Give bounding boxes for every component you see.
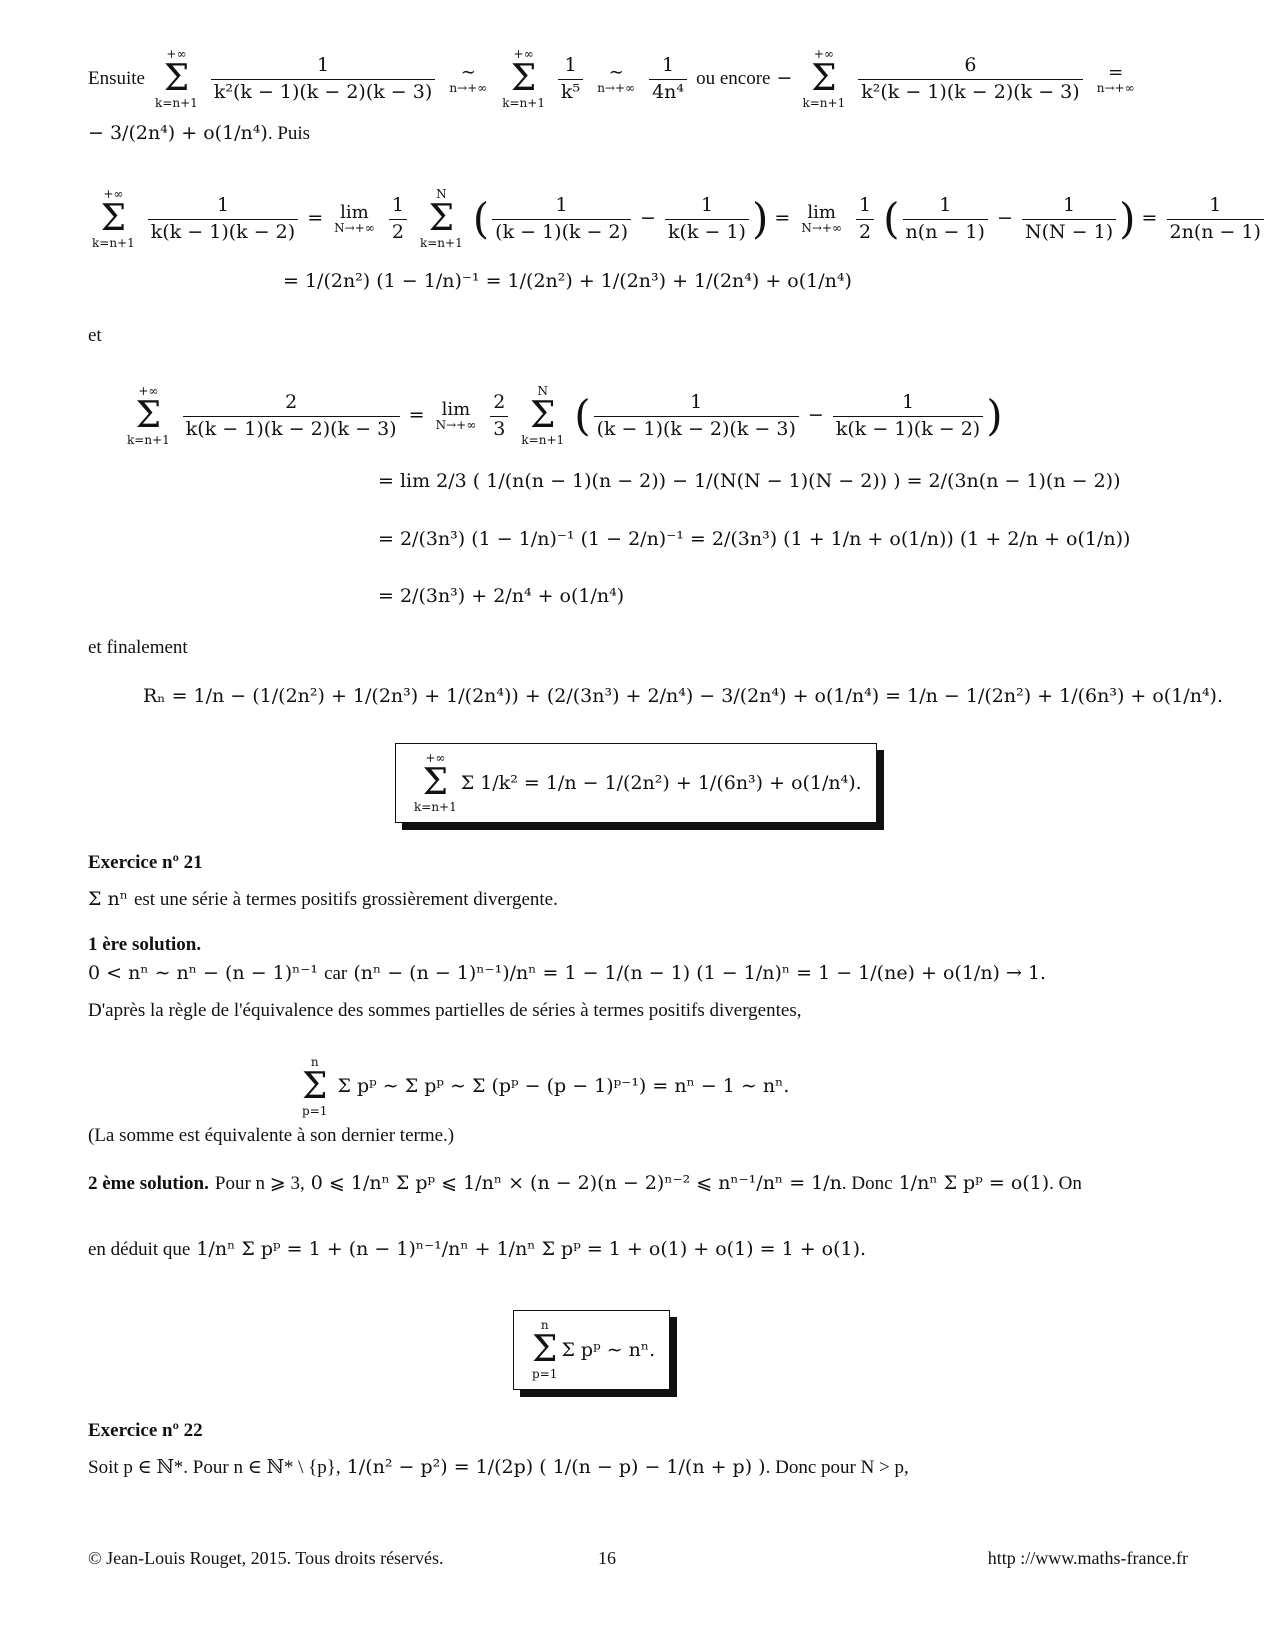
- fraction: $\frac{1}{\text{k²(k − 1)(k − 2)(k − 3)}}$: [211, 55, 435, 104]
- sum-symbol: +∞ Σ k=n+1: [502, 47, 545, 111]
- sum-symbol: N Σ k=n+1: [419, 187, 463, 251]
- equation-sum-four-factors: +∞ Σ k=n+1 $\frac{2}{k(k - 1)(k - 2)(k - 3)}$ = lim N→+∞ $\frac{2}{3}$ N Σ k=n+1 ( $\frac{1}{(k - 1)(k - 2)(k - 3)}$ − $\frac{1}{k(k - 1)(k - 2)}$ ): [127, 384, 1003, 448]
- sum-symbol: N Σ k=n+1: [521, 384, 565, 448]
- equation-sum-four-factors-line4: = 2/(3n³) + 2/n⁴ + o(1/n⁴): [378, 585, 625, 607]
- solution-1-title: 1 ère solution.: [88, 934, 202, 955]
- word-ensuite: Ensuite: [88, 68, 145, 90]
- word-ou-encore: ou encore: [696, 68, 771, 90]
- equivalent-symbol: ∼ n→+∞: [597, 61, 636, 95]
- solution-2-line1: 2 ème solution. Pour n ⩾ 3, 0 ⩽ 1/nⁿ Σ pᵖ ⩽ 1/nⁿ × (n − 2)(n − 2)ⁿ⁻² ⩽ nⁿ⁻¹/nⁿ = 1/n. Donc 1/nⁿ Σ pᵖ = o(1). On: [88, 1172, 1082, 1194]
- equation-ensuite-tail: − 3/(2n⁴) + o(1/n⁴). Puis: [88, 122, 311, 144]
- solution-1-text: D'après la règle de l'équivalence des sommes partielles de séries à termes positifs divergentes,: [88, 1000, 802, 1021]
- sum-symbol: n Σ p=1: [532, 1318, 558, 1382]
- equation-rn: Rₙ = 1/n − (1/(2n²) + 1/(2n³) + 1/(2n⁴)) + (2/(3n³) + 2/n⁴) − 3/(2n⁴) + o(1/n⁴) = 1/n − 1/(2n²) + 1/(6n³) + o(1/n⁴).: [143, 685, 1224, 707]
- sum-symbol: +∞ Σ k=n+1: [802, 47, 846, 111]
- equals-symbol: = n→+∞: [1096, 61, 1135, 95]
- equation-sum-four-factors-line2: = lim 2/3 ( 1/(n(n − 1)(n − 2)) − 1/(N(N − 1)(N − 2)) ) = 2/(3n(n − 1)(n − 2)): [378, 470, 1121, 492]
- exercise-22-line: Soit p ∈ ℕ*. Pour n ∈ ℕ* \ {p}, 1/(n² − p²) = 1/(2p) ( 1/(n − p) − 1/(n + p) ). Donc pour N > p,: [88, 1456, 909, 1478]
- partial-sums-equation: n Σ p=1 Σ pᵖ ∼ Σ pᵖ ∼ Σ (pᵖ − (p − 1)ᵖ⁻¹) = nⁿ − 1 ∼ nⁿ.: [302, 1055, 790, 1119]
- sum-symbol: +∞ Σ k=n+1: [414, 751, 457, 815]
- document-page: [88, 40, 1261, 1640]
- exercise-21-title: Exercice nº 21: [88, 852, 203, 873]
- equation-sum-four-factors-line3: = 2/(3n³) (1 − 1/n)⁻¹ (1 − 2/n)⁻¹ = 2/(3n³) (1 + 1/n + o(1/n)) (1 + 2/n + o(1/n)): [378, 528, 1131, 550]
- solution-1-equation: 0 < nⁿ ∼ nⁿ − (n − 1)ⁿ⁻¹ car (nⁿ − (n − 1)ⁿ⁻¹)/nⁿ = 1 − 1/(n − 1) (1 − 1/n)ⁿ = 1 − 1/(ne) + o(1/n) → 1.: [88, 962, 1047, 984]
- equation-ensuite: Ensuite +∞ Σ k=n+1 $\frac{1}{\text{k²(k − 1)(k − 2)(k − 3)}}$ ∼ n→+∞ +∞ Σ k=n+1 $\frac{1}{\text{k⁵}}$ ∼ n→+∞ $\frac{1}{\text{4n⁴}}$ ou encore − +∞ Σ k=n+1 $\frac{6}{\text{k²(k − 1)(k − 2)(k − 3)}}$ = n→+∞: [88, 47, 1135, 111]
- page-number: 16: [598, 1548, 616, 1568]
- solution-2-line2: en déduit que 1/nⁿ Σ pᵖ = 1 + (n − 1)ⁿ⁻¹/nⁿ + 1/nⁿ Σ pᵖ = 1 + o(1) + o(1) = 1 + o(1).: [88, 1238, 867, 1260]
- sum-symbol: n Σ p=1: [302, 1055, 328, 1119]
- word-et-finalement: et finalement: [88, 637, 188, 658]
- exercise-21-intro: Σ nⁿ est une série à termes positifs grossièrement divergente.: [88, 888, 558, 910]
- fraction: $\frac{1}{\text{k⁵}}$: [558, 55, 583, 104]
- word-et: et: [88, 325, 102, 346]
- copyright-text: © Jean-Louis Rouget, 2015. Tous droits réservés.: [88, 1548, 444, 1568]
- equivalent-symbol: ∼ n→+∞: [449, 61, 488, 95]
- boxed-result-1: +∞ Σ k=n+1 Σ 1/k² = 1/n − 1/(2n²) + 1/(6n³) + o(1/n⁴).: [395, 743, 877, 823]
- remark-last-term: (La somme est équivalente à son dernier terme.): [88, 1125, 455, 1146]
- sum-symbol: +∞ Σ k=n+1: [155, 47, 198, 111]
- sum-symbol: +∞ Σ k=n+1: [127, 384, 170, 448]
- fraction: $\frac{1}{\text{4n⁴}}$: [649, 55, 687, 104]
- equation-sum-three-factors: +∞ Σ k=n+1 $\frac{1}{k(k - 1)(k - 2)}$ = lim N→+∞ $\frac{1}{2}$ N Σ k=n+1 ( $\frac{1}{(k - 1)(k - 2)}$ − $\frac{1}{k(k - 1)}$ ) = lim N→+∞ $\frac{1}{2}$ ( $\frac{1}{n(n - 1)}$ − $\frac{1}{N(N - 1)}$ ) = $\frac{1}{2n(n - 1)}$: [88, 188, 1267, 250]
- fraction: $\frac{6}{\text{k²(k − 1)(k − 2)(k − 3)}}$: [858, 55, 1082, 104]
- exercise-22-title: Exercice nº 22: [88, 1420, 203, 1441]
- boxed-result-2: n Σ p=1 Σ pᵖ ∼ nⁿ.: [513, 1310, 670, 1390]
- site-url[interactable]: http ://www.maths-france.fr: [987, 1548, 1188, 1568]
- equation-sum-three-factors-line2: = 1/(2n²) (1 − 1/n)⁻¹ = 1/(2n²) + 1/(2n³) + 1/(2n⁴) + o(1/n⁴): [283, 270, 852, 292]
- sum-symbol: +∞ Σ k=n+1: [92, 187, 135, 251]
